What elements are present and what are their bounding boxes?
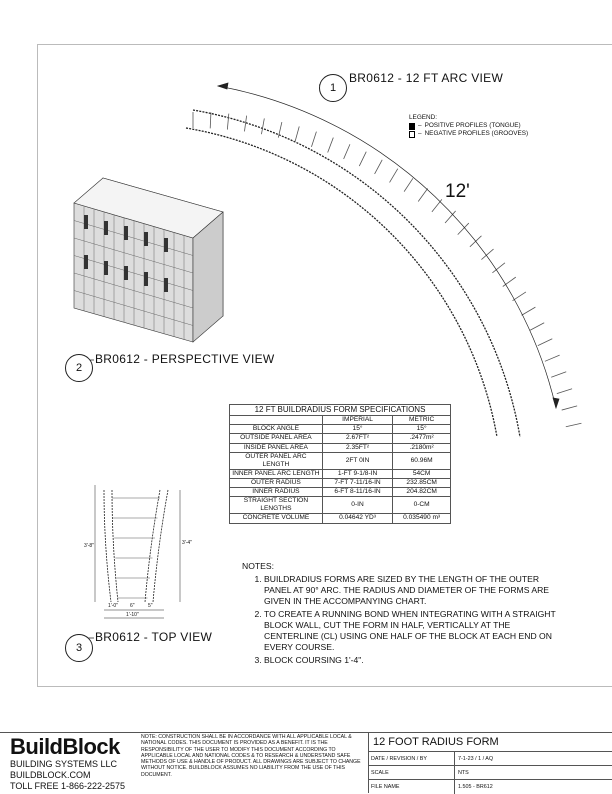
spec-cell-imperial: 2.35FT²: [322, 443, 392, 452]
view-2-callout: 2: [65, 354, 93, 382]
company-phone: TOLL FREE 1-866-222-2575: [10, 781, 126, 791]
arc-view-title: BR0612 - 12 FT ARC VIEW: [349, 71, 504, 85]
spec-cell-label: INNER PANEL ARC LENGTH: [230, 469, 323, 478]
brand-name: BuildBlock: [10, 734, 120, 759]
title-info-panel: [368, 733, 612, 793]
spec-cell-imperial: 0-IN: [322, 497, 392, 514]
spec-cell-label: INSIDE PANEL AREA: [230, 443, 323, 452]
spec-cell-label: OUTER PANEL ARC LENGTH: [230, 452, 323, 469]
top-dim-left: 3'-8": [84, 543, 94, 549]
drawing-title: 12 FOOT RADIUS FORM: [373, 736, 499, 748]
negative-swatch-icon: [409, 131, 415, 138]
note-item: 3. BLOCK COURSING 1'-4".: [264, 655, 562, 666]
spec-cell-metric: 204.82CM: [393, 488, 451, 497]
perspective-view-title: BR0612 - PERSPECTIVE VIEW: [95, 352, 275, 366]
scale-row: [369, 765, 612, 780]
legend: LEGEND: – POSITIVE PROFILES (TONGUE) – NEGATIVE PROFILES (GROOVES): [409, 114, 529, 137]
view-1-callout: 1: [319, 74, 347, 102]
file-value: 1.505 - BR612: [458, 784, 493, 790]
spec-col-label: [230, 416, 323, 425]
spec-cell-label: OUTSIDE PANEL AREA: [230, 434, 323, 443]
arc-dimension-label: 12': [445, 181, 470, 202]
spec-row: [230, 443, 451, 452]
arc-wall-drawing: [186, 110, 581, 437]
spec-cell-label: BLOCK ANGLE: [230, 425, 323, 434]
spec-cell-imperial: 6-FT 8-11/16-IN: [322, 488, 392, 497]
scale-value: NTS: [458, 770, 469, 776]
scale-label: SCALE: [371, 770, 389, 776]
spec-row: [230, 514, 451, 523]
spec-row: [230, 478, 451, 487]
spec-row: [230, 469, 451, 478]
spec-col-imperial: IMPERIAL: [322, 416, 392, 425]
spec-cell-metric: 0-CM: [393, 497, 451, 514]
spec-cell-metric: 0.035490 m³: [393, 514, 451, 523]
spec-cell-imperial: 1-FT 9-1/8-IN: [322, 469, 392, 478]
spec-cell-label: STRAIGHT SECTION LENGTHS: [230, 497, 323, 514]
top-dim-bottom-right: 5": [148, 603, 153, 609]
note-item: 2. TO CREATE A RUNNING BOND WHEN INTEGRATING WITH A STRAIGHT BLOCK WALL, CUT THE FORM IN HALF, VERTICALLY AT THE CENTERLINE (CL) USING ONE HALF OF THE BLOCK AT EACH END ON EVERY COURSE.: [264, 609, 562, 653]
spec-row: [230, 488, 451, 497]
spec-cell-metric: .2477m²: [393, 434, 451, 443]
spec-row: [230, 452, 451, 469]
spec-table: [229, 404, 451, 524]
company-name: BUILDING SYSTEMS LLC: [10, 759, 118, 769]
spec-row: [230, 425, 451, 434]
company-logo: [10, 735, 134, 792]
legend-positive: POSITIVE PROFILES (TONGUE): [424, 122, 521, 129]
spec-cell-imperial: 0.04642 YD³: [322, 514, 392, 523]
spec-row: [230, 434, 451, 443]
date-value: 7-1-23 / 1 / AQ: [458, 756, 494, 762]
legend-heading: LEGEND:: [409, 114, 438, 121]
notes-heading: NOTES:: [242, 561, 274, 571]
spec-cell-label: CONCRETE VOLUME: [230, 514, 323, 523]
disclaimer: NOTE: CONSTRUCTION SHALL BE IN ACCORDANCE WITH ALL APPLICABLE LOCAL & NATIONAL CODES. THIS DOCUMENT IS PROVIDED AS A BENEFIT. IT IS THE RESPONSIBILITY OF THE USER TO MODIFY THIS DOCUMENT ACCORDING TO APPLICABLE LOCAL AND NATIONAL CODES & TO RESEARCH & UNDERSTAND SAFE METHODS OF USE & HANDLE OF PRODUCT. ALL DRAWINGS ARE SUBJECT TO CHANGE WITHOUT NOTICE. BUILDBLOCK ASSUMES NO LIABILITY FROM THE USE OF THIS DOCUMENT.: [141, 734, 361, 778]
legend-negative: NEGATIVE PROFILES (GROOVES): [424, 130, 529, 137]
spec-cell-imperial: 2.67FT²: [322, 434, 392, 443]
top-dim-overall: 1'-10": [126, 612, 139, 618]
perspective-block-drawing: [74, 178, 223, 342]
spec-cell-metric: 15°: [393, 425, 451, 434]
spec-table-title: 12 FT BUILDRADIUS FORM SPECIFICATIONS: [230, 405, 451, 416]
date-row: [369, 751, 612, 766]
spec-row: [230, 497, 451, 514]
top-dim-bottom-mid: 6": [130, 603, 135, 609]
top-dim-right: 3'-4": [182, 540, 192, 546]
title-block: [0, 732, 612, 793]
top-view-drawing: [95, 485, 180, 618]
note-item: 1. BUILDRADIUS FORMS ARE SIZED BY THE LENGTH OF THE OUTER PANEL AT 90° ARC. THE RADIUS AND DIAMETER OF THE FORMS ARE GIVEN IN THE ACCOMPANYING CHART.: [264, 574, 562, 607]
top-dim-bottom-left: 1'-0": [108, 603, 118, 609]
spec-cell-metric: .2180m²: [393, 443, 451, 452]
spec-cell-imperial: 15°: [322, 425, 392, 434]
spec-cell-label: OUTER RADIUS: [230, 478, 323, 487]
spec-cell-metric: 54CM: [393, 469, 451, 478]
positive-swatch-icon: [409, 123, 415, 130]
file-label: FILE NAME: [371, 784, 400, 790]
view-3-callout: 3: [65, 634, 93, 662]
spec-col-metric: METRIC: [393, 416, 451, 425]
date-label: DATE / REVISION / BY: [371, 756, 427, 762]
spec-cell-metric: 60.96M: [393, 452, 451, 469]
spec-cell-label: INNER RADIUS: [230, 488, 323, 497]
notes: [242, 561, 562, 668]
spec-cell-imperial: 7-FT 7-11/16-IN: [322, 478, 392, 487]
spec-cell-metric: 232.85CM: [393, 478, 451, 487]
top-view-title: BR0612 - TOP VIEW: [95, 630, 213, 644]
spec-cell-imperial: 2FT 0IN: [322, 452, 392, 469]
company-website: BUILDBLOCK.COM: [10, 770, 91, 780]
